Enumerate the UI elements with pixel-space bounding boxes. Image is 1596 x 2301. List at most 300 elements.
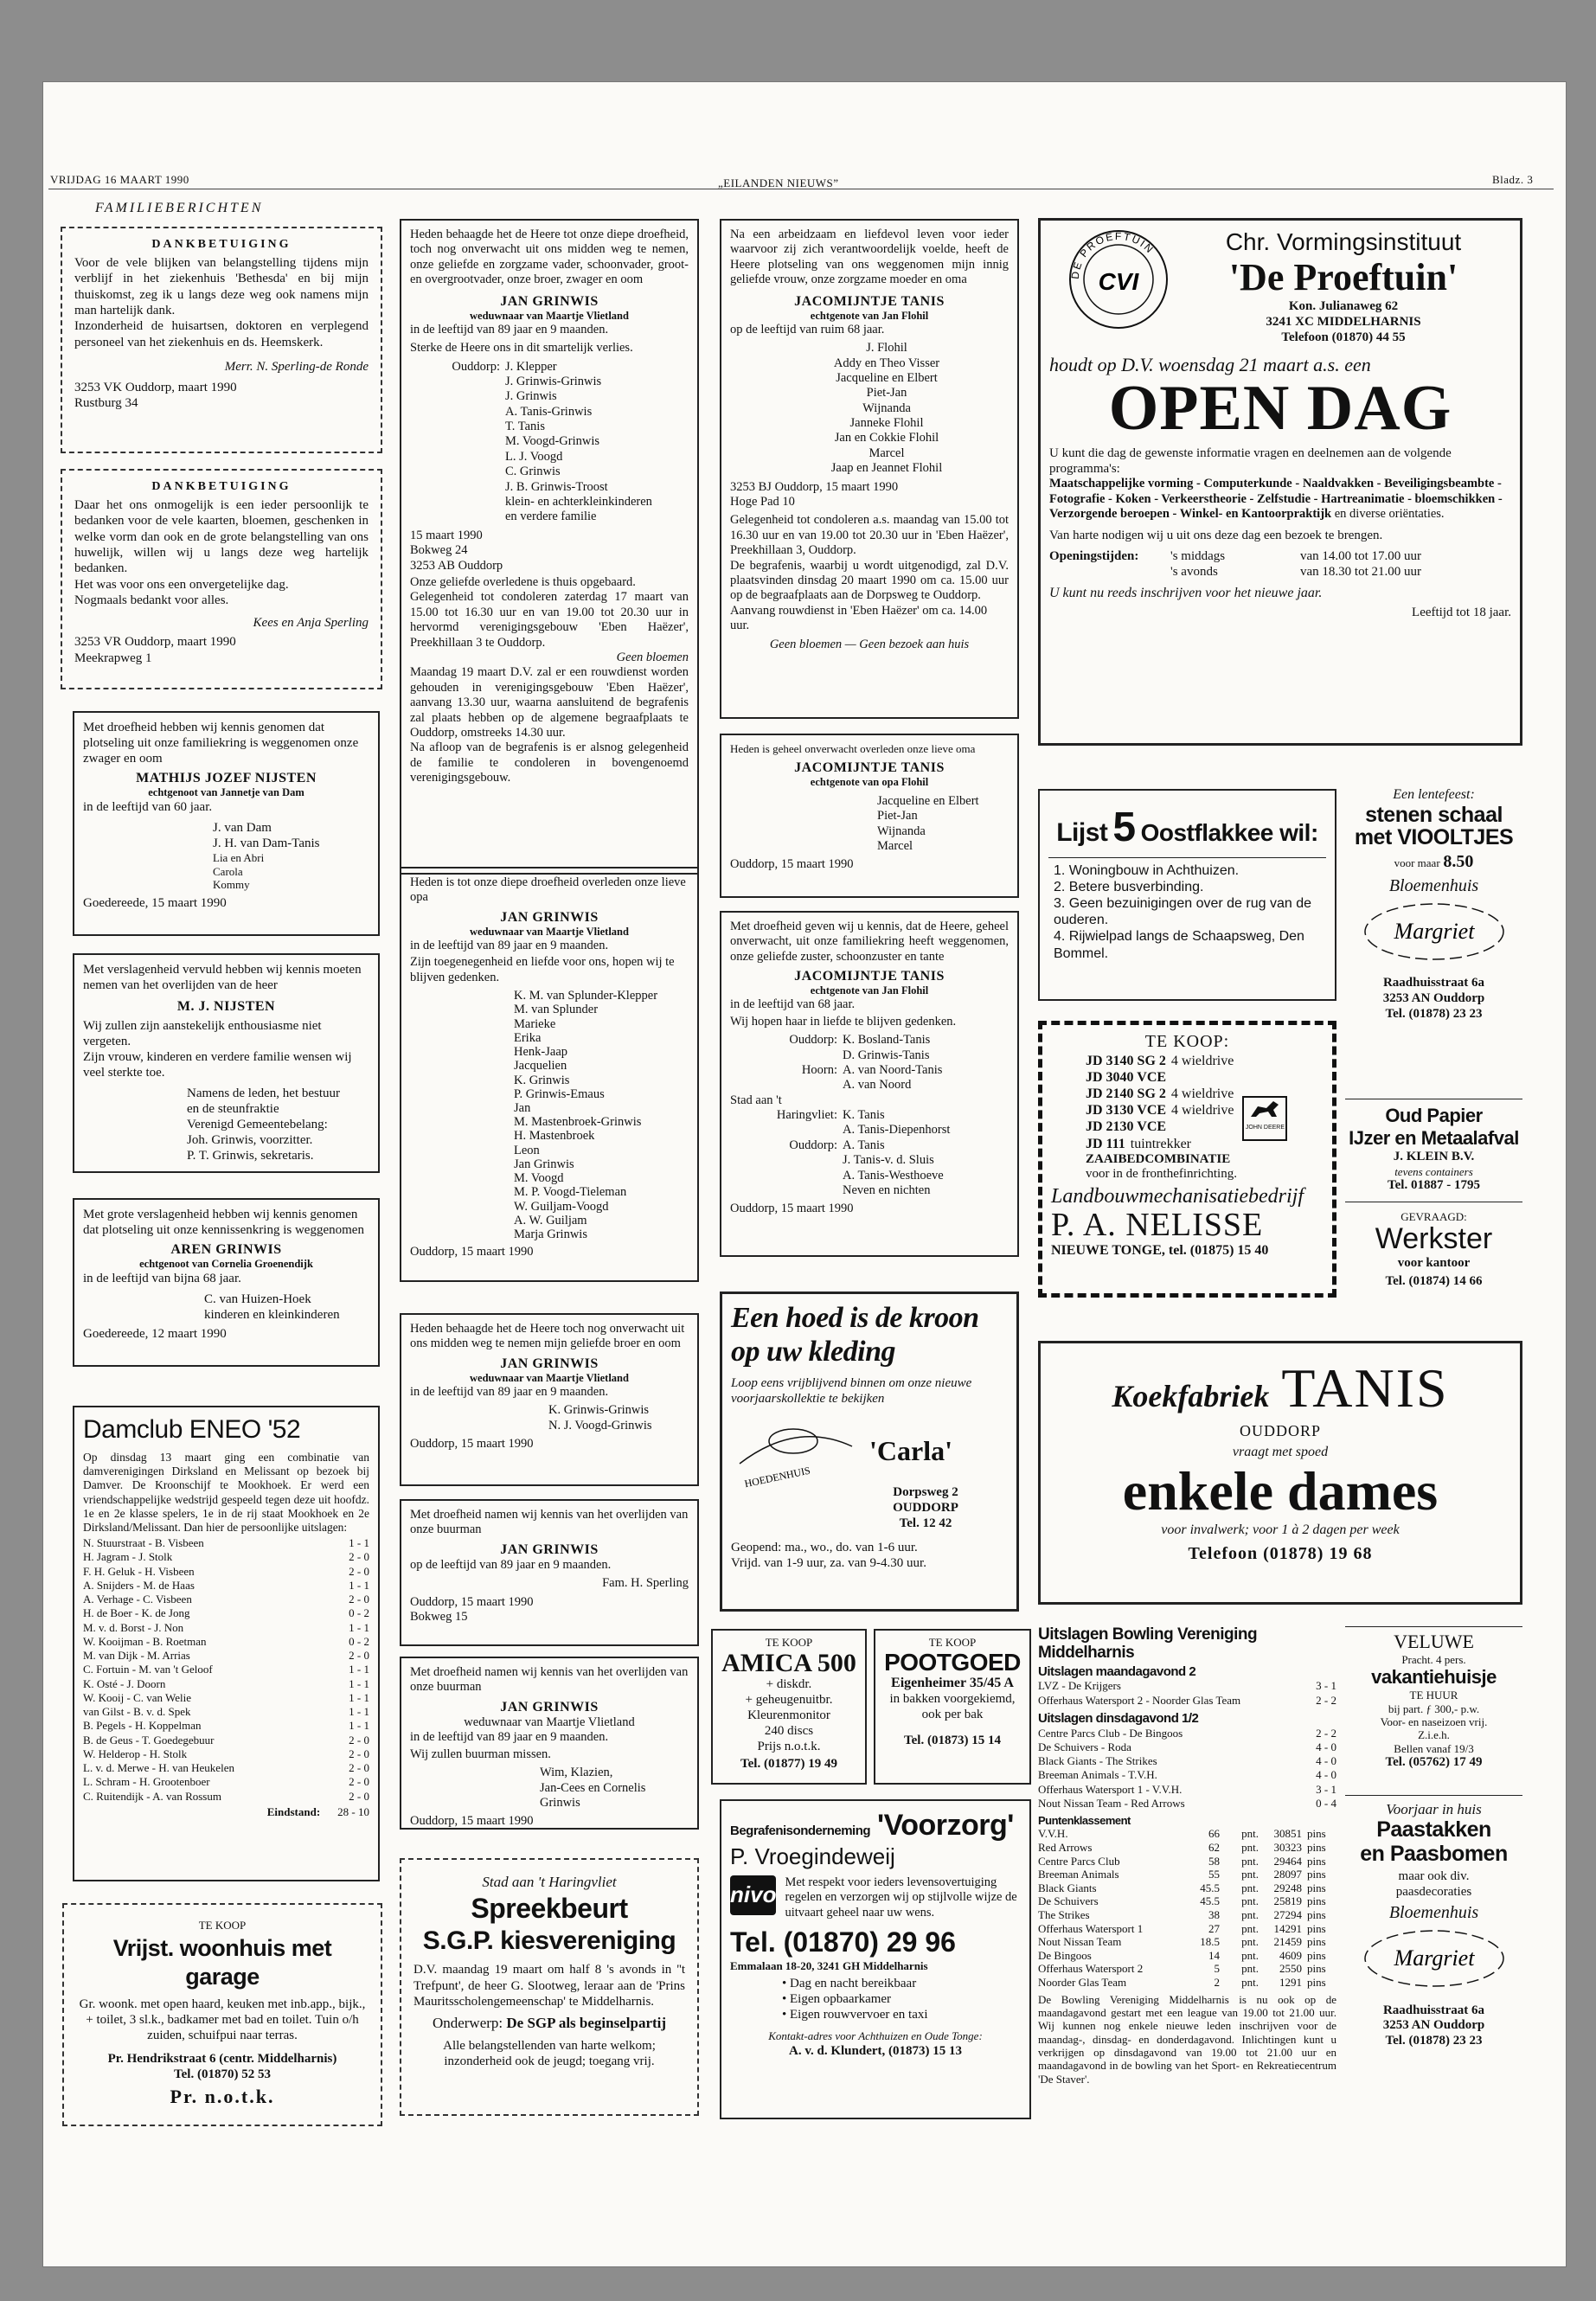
obit-intro: Met droefheid geven wij u kennis, dat de Heere, geheel onverwacht, uit onze familiekring heeft weggenomen, onze geliefde zuster, schoonzuster en tante xyxy=(730,920,1009,964)
tractor-row xyxy=(1086,1136,1234,1152)
match-score: 1 - 1 xyxy=(349,1578,369,1592)
obituary-jan-grinwis-4 xyxy=(400,1499,699,1646)
shop-phone: Tel. (01878) 23 23 xyxy=(1385,2034,1483,2048)
ad-title: vakantiehuisje xyxy=(1371,1666,1497,1689)
family-name: Jacquelien xyxy=(514,1059,567,1074)
match-players: H. de Boer - K. de Jong xyxy=(83,1606,190,1620)
ad-title: stenen schaal xyxy=(1365,802,1503,827)
shop-address: 3253 AN Ouddorp xyxy=(1382,990,1485,1005)
ad-title: 'Voorzorg' xyxy=(877,1809,1014,1842)
match-teams: Offerhaus Watersport 1 - V.V.H. xyxy=(1038,1782,1183,1796)
amica-for-sale-ad xyxy=(711,1629,867,1785)
shop-name: Bloemenhuis xyxy=(1388,1903,1479,1923)
result-row xyxy=(83,1734,369,1747)
team-name: Noorder Glas Team xyxy=(1038,1976,1127,1990)
shop-address: Dorpsweg 2 xyxy=(893,1485,958,1500)
ad-address: Emmalaan 18-20, 3241 GH Middelharnis xyxy=(730,1958,928,1972)
topic: De SGP als beginselpartij xyxy=(506,2015,667,2032)
notice-signature: Kees en Anja Sperling xyxy=(253,616,369,631)
standings-row xyxy=(1038,1962,1336,1976)
family-name: C. Grinwis xyxy=(505,465,561,479)
bowling-results xyxy=(1038,1626,1336,2132)
company-name: P. Vroegindeweij xyxy=(730,1843,895,1869)
hat-shop-ad xyxy=(720,1292,1019,1612)
match-players: F. H. Geluk - H. Visbeen xyxy=(83,1564,195,1578)
ad-line: voor in de fronthefinrichting. xyxy=(1086,1167,1237,1182)
team-pins: 29464 xyxy=(1273,1854,1302,1868)
family-name: J. Flohil xyxy=(866,341,907,356)
standings-row xyxy=(1038,1949,1336,1963)
company-name: J. KLEIN B.V. xyxy=(1393,1149,1475,1163)
org-address: 3241 XC MIDDELHARNIS xyxy=(1266,314,1421,329)
org-title: 'De Proeftuin' xyxy=(1228,255,1458,298)
result-row xyxy=(83,1747,369,1761)
program-list-end: en diverse oriëntaties. xyxy=(1334,507,1445,522)
tractor-model: JD 2130 VCE xyxy=(1086,1119,1167,1135)
tractor-model: JD 3040 VCE xyxy=(1086,1069,1167,1085)
bullet-item: • Eigen opbaarkamer xyxy=(782,1992,892,2007)
program-list: Maatschappelijke vorming - Computerkunde - Naaldvakken - Beveiligingsbeambte - Fotografie - Koken - Verkeerstheorie - Zelfstudie - Hartreanimatie - bloemschikken - Verzorgende beroepen - Winkel- en Kantoorpraktijk xyxy=(1049,477,1503,522)
tractor-model: JD 3130 VCE xyxy=(1086,1103,1167,1118)
obit-signature: Fam. H. Sperling xyxy=(602,1576,689,1591)
obit-text: Zijn toegenegenheid en liefde voor ons, hopen wij te blijven gedenken. xyxy=(410,955,675,984)
match-score: 2 - 0 xyxy=(349,1593,369,1606)
tractor-row xyxy=(1086,1118,1234,1135)
place-label xyxy=(730,1153,843,1168)
thanks-notice-2 xyxy=(61,469,382,689)
obit-age: op de leeftijd van 89 jaar en 9 maanden. xyxy=(410,1557,612,1572)
team-name: Black Giants xyxy=(1038,1881,1097,1894)
points-unit: pnt. xyxy=(1241,1841,1259,1855)
family-table xyxy=(730,1033,1009,1093)
ad-label: TE KOOP xyxy=(928,1636,977,1649)
team-points: 2 xyxy=(1214,1976,1220,1990)
team-points: 18.5 xyxy=(1200,1935,1220,1949)
pins-unit: pins xyxy=(1307,1868,1326,1881)
pins-unit: pins xyxy=(1307,1935,1326,1949)
obit-text: Na afloop van de begrafenis is er alsnog gelegenheid de familie te condoleren in bovengenoemd verenigingsgebouw. xyxy=(410,740,689,785)
obit-intro: Heden behaagde het de Heere tot onze diepe droefheid, toch nog onverwacht uit ons midden weg te nemen, onze geliefde en zorgzame vader, schoonvader, groot- en overgrootvader, onze broer, zwager en oom xyxy=(410,228,689,287)
obit-age: in de leeftijd van bijna 68 jaar. xyxy=(83,1272,241,1286)
family-row xyxy=(730,1048,1009,1063)
notice-body: Nogmaals bedankt voor alles. xyxy=(74,593,229,607)
obit-address: 3253 AB Ouddorp xyxy=(410,558,503,573)
match-players: N. Stuurstraat - B. Visbeen xyxy=(83,1536,204,1550)
funeral-service-ad xyxy=(720,1799,1031,2119)
tractor-row xyxy=(1086,1086,1234,1102)
obit-age: in de leeftijd van 89 jaar en 9 maanden. xyxy=(410,938,609,952)
obit-name: MATHIJS JOZEF NIJSTEN xyxy=(136,771,317,785)
ad-line: TE HUUR xyxy=(1409,1689,1458,1702)
team-pins: 28097 xyxy=(1273,1868,1302,1881)
family-name: Jacqueline en Elbert xyxy=(836,370,938,385)
family-row xyxy=(730,1153,1009,1168)
obit-place: Ouddorp, 15 maart 1990 xyxy=(730,1202,854,1216)
match-score: 1 - 1 xyxy=(349,1676,369,1690)
result-row xyxy=(83,1550,369,1564)
match-players: L. v. d. Merwe - H. van Heukelen xyxy=(83,1761,234,1775)
topic-label: Onderwerp: xyxy=(432,2015,503,2032)
violets-ad xyxy=(1345,787,1522,1086)
results-list xyxy=(1038,1679,1336,1708)
match-score: 1 - 1 xyxy=(349,1705,369,1719)
family-name: Lia en Abri xyxy=(213,851,265,865)
family-name: Piet-Jan xyxy=(877,809,918,824)
family-name: Wijnanda xyxy=(877,824,926,838)
standings-row xyxy=(1038,1881,1336,1895)
family-name: A. van Noord-Tanis xyxy=(843,1062,943,1077)
obit-name: JAN GRINWIS xyxy=(500,1699,599,1715)
match-players: W. Kooijman - B. Roetman xyxy=(83,1634,207,1648)
place-label xyxy=(730,1123,843,1138)
shop-name: 'Carla' xyxy=(869,1434,952,1466)
family-name: Jan-Cees en Cornelis Grinwis xyxy=(540,1780,646,1810)
ad-line: maar ook div. xyxy=(1398,1869,1470,1884)
match-score: 1 - 1 xyxy=(349,1719,369,1733)
match-score: 2 - 0 xyxy=(349,1747,369,1760)
match-teams: Offerhaus Watersport 2 - Noorder Glas Team xyxy=(1038,1693,1241,1707)
tanis-bakery-ad xyxy=(1038,1341,1522,1605)
obituary-jan-grinwis-2 xyxy=(400,867,699,1282)
result-row xyxy=(83,1579,369,1593)
ad-phone: Tel. (01870) 29 96 xyxy=(730,1926,956,1958)
family-row xyxy=(730,1033,1009,1048)
family-name: Marja Grinwis xyxy=(514,1227,587,1242)
cleaner-wanted-ad xyxy=(1345,1207,1522,1306)
tractor-row xyxy=(1086,1102,1234,1118)
obit-flowers: Geen bloemen xyxy=(616,650,689,664)
ad-line: Bellen vanaf 19/3 xyxy=(1394,1741,1474,1755)
family-table xyxy=(730,1108,1009,1198)
family-name: Janneke Flohil xyxy=(849,416,924,431)
family-row xyxy=(730,1138,1009,1153)
obit-intro: Heden behaagde het de Heere toch nog onverwacht uit ons midden weg te nemen mijn geliefde broer en oom xyxy=(410,1322,685,1351)
obit-flowers: Geen bloemen — Geen bezoek aan huis xyxy=(769,637,970,651)
result-row xyxy=(83,1649,369,1663)
ad-address: Pr. Hendrikstraat 6 (centr. Middelharnis) xyxy=(107,2051,337,2066)
match-players: C. Ruitendijk - A. van Rossum xyxy=(83,1789,221,1803)
tractor-row xyxy=(1086,1053,1234,1069)
match-score: 1 - 1 xyxy=(349,1536,369,1550)
signature-line: P. T. Grinwis, sekretaris. xyxy=(187,1149,314,1163)
header-date: VRIJDAG 16 MAART 1990 xyxy=(50,173,189,186)
hours-time: van 18.30 tot 21.00 uur xyxy=(1300,564,1421,579)
ad-phone: Telefoon (01878) 19 68 xyxy=(1188,1544,1373,1564)
match-teams: Breeman Animals - T.V.H. xyxy=(1038,1768,1157,1782)
family-name: J. Grinwis-Grinwis xyxy=(505,374,602,388)
wishes-list xyxy=(1048,862,1326,962)
ad-title: Oud Papier xyxy=(1385,1105,1483,1126)
ad-label: GEVRAAGD: xyxy=(1401,1210,1467,1223)
points-unit: pnt. xyxy=(1241,1935,1259,1949)
nivo-logo-icon: nivo xyxy=(730,1875,776,1915)
notice-address: Meekrapweg 1 xyxy=(74,651,152,665)
result-row xyxy=(83,1677,369,1691)
team-name: De Bingoos xyxy=(1038,1948,1092,1962)
obit-text: De begrafenis, waarbij u wordt uitgenodigd, zal D.V. plaatsvinden dinsdag 20 maart 1990 om ca. 15.00 uur op de begraafplaats aan de Dorpsweg te Ouddorp. xyxy=(730,558,1009,603)
standings-title: Puntenklassement xyxy=(1038,1814,1131,1828)
ad-title: AMICA 500 xyxy=(721,1648,856,1677)
family-name: A. Tanis-Westhoeve xyxy=(843,1168,944,1183)
article-body: De Bowling Vereniging Middelharnis is nu ook op de maandagavond gestart met een league van 19.00 tot 21.00 uur. Wij kunnen nog enkele nieuwe leden inschrijven voor de maandag-, dinsdag- en donderdagavond. Inlichtingen kunt u verkrijgen op dinsdagavond van 19.00 tot 21.00 uur en maandagavond in de bowling van het Sport- en Rekreatiecentrum 'De Staver'. xyxy=(1038,1992,1336,2086)
logo-text: Margriet xyxy=(1394,1945,1474,1971)
article-subtitle: Uitslagen dinsdagavond 1/2 xyxy=(1038,1710,1199,1726)
place-label xyxy=(730,1078,843,1093)
notice-body: Voor de vele blijken van belangstelling tijdens mijn verblijf in het ziekenhuis 'Bethesda' en bij mijn thuiskomst, zeg ik u langs deze weg ook namens mijn man hartelijk dank. xyxy=(74,256,369,317)
match-score: 2 - 0 xyxy=(349,1733,369,1747)
obit-place: Ouddorp, 15 maart 1990 xyxy=(730,857,854,872)
notice-address: 3253 VK Ouddorp, maart 1990 xyxy=(74,381,237,395)
shop-phone: Tel. (01878) 23 23 xyxy=(1385,1006,1483,1021)
ad-phone: Tel. 01887 - 1795 xyxy=(1388,1177,1480,1192)
notice-title: DANKBETUIGING xyxy=(151,480,292,493)
family-name: W. Guiljam-Voogd xyxy=(514,1199,609,1214)
obit-text: Wij zullen buurman missen. xyxy=(410,1747,551,1761)
family-name: Kommy xyxy=(213,878,250,892)
result-row xyxy=(83,1691,369,1705)
result-row xyxy=(83,1606,369,1620)
family-name: Wijnanda xyxy=(862,401,911,415)
family-name: N. J. Voogd-Grinwis xyxy=(548,1418,652,1433)
ad-line: voor invalwerk; voor 1 à 2 dagen per week xyxy=(1161,1522,1400,1537)
firm-type: Landbouwmechanisatiebedrijf xyxy=(1051,1185,1304,1208)
family-list xyxy=(730,794,1009,855)
match-score: 2 - 2 xyxy=(1316,1693,1336,1707)
easter-decoration-ad xyxy=(1345,1795,1522,2132)
obit-address: Bokweg 24 xyxy=(410,543,468,558)
shop-address: OUDDORP xyxy=(893,1501,958,1516)
notice-body: Het was voor ons een onvergetelijke dag. xyxy=(74,577,289,592)
wish-item: 3. Geen bezuinigingen over de rug van de ouderen. xyxy=(1054,895,1311,928)
family-name: Wim, Klazien, xyxy=(540,1766,613,1780)
family-list xyxy=(730,341,1009,477)
team-points: 27 xyxy=(1208,1921,1220,1935)
ad-title: Paastakken xyxy=(1376,1817,1491,1843)
notice-address: 3253 VR Ouddorp, maart 1990 xyxy=(74,635,236,650)
family-row xyxy=(730,1063,1009,1078)
standings-row xyxy=(1038,1908,1336,1922)
ad-label: TE KOOP xyxy=(198,1919,247,1932)
hours-time: van 14.00 tot 17.00 uur xyxy=(1300,548,1421,563)
ad-line: ZAAIBEDCOMBINATIE xyxy=(1086,1151,1231,1166)
price-label: voor maar xyxy=(1394,856,1440,870)
standings-row xyxy=(1038,1922,1336,1936)
team-points: 45.5 xyxy=(1200,1881,1220,1894)
family-name: K. Bosland-Tanis xyxy=(843,1033,931,1048)
place-label xyxy=(730,1183,843,1198)
result-row xyxy=(1038,1679,1336,1693)
family-list xyxy=(505,360,652,525)
team-points: 58 xyxy=(1208,1854,1220,1868)
firm-name: P. A. NELISSE xyxy=(1051,1207,1264,1244)
bullet-item: • Dag en nacht bereikbaar xyxy=(782,1977,917,1991)
tractor-model: JD 2140 SG 2 xyxy=(1086,1086,1166,1101)
family-name: C. van Huizen-Hoek xyxy=(204,1292,311,1307)
family-name: K. Grinwis-Grinwis xyxy=(548,1403,649,1418)
obit-name: JAN GRINWIS xyxy=(500,1356,599,1371)
event-text: U kunt die dag de gewenste informatie vragen en deelnemen aan de volgende programma's: xyxy=(1049,446,1452,477)
family-name: Marieke xyxy=(514,1016,556,1031)
signature-line: Namens de leden, het bestuur xyxy=(187,1086,341,1101)
ad-title: met VIOOLTJES xyxy=(1354,825,1514,850)
result-row xyxy=(83,1761,369,1775)
family-name: Erika xyxy=(514,1030,542,1045)
margriet-flower-logo-icon xyxy=(1356,897,1512,966)
ad-line: ook per bak xyxy=(921,1708,984,1722)
margriet-flower-logo-icon xyxy=(1356,1924,1512,1993)
proeftuin-seal-icon xyxy=(1067,228,1170,331)
firm-address: NIEUWE TONGE, tel. (01875) 15 40 xyxy=(1051,1243,1269,1259)
ad-top: Voorjaar in huis xyxy=(1386,1801,1482,1817)
pins-unit: pins xyxy=(1307,1881,1326,1894)
obit-text: Wij zullen zijn aanstekelijk enthousiasme niet vergeten. xyxy=(83,1019,322,1049)
obit-place: Goedereede, 15 maart 1990 xyxy=(83,895,227,910)
ad-title: Een hoed is de kroon op uw kleding xyxy=(731,1302,979,1368)
ad-body: Met respekt voor ieders levensovertuiging regelen en verzorgen wij op stijlvolle wijze de uitvaart geheel naar uw wens. xyxy=(785,1875,1017,1920)
match-score: 3 - 1 xyxy=(1316,1782,1336,1796)
match-score: 2 - 0 xyxy=(349,1564,369,1578)
ad-line: 240 discs xyxy=(764,1724,814,1739)
place-label: Stad aan 't xyxy=(730,1093,782,1107)
place-label: Ouddorp: xyxy=(789,1138,837,1152)
ad-line: Eigenheimer 35/45 A xyxy=(891,1675,1014,1690)
obituary-jan-grinwis-1 xyxy=(400,219,699,875)
family-name: K. Tanis xyxy=(843,1108,885,1123)
place-label: Hoorn: xyxy=(801,1062,837,1077)
event-intro: houdt op D.V. woensdag 21 maart a.s. een xyxy=(1049,353,1371,375)
family-name: M. van Splunder xyxy=(514,1003,599,1017)
match-teams: Nout Nissan Team - Red Arrows xyxy=(1038,1796,1185,1810)
ad-body: Gr. woonk. met open haard, keuken met inb.app., bijk., + toilet, 3 sl.k., badkamer met bad en toilet. Tuin o/h zuiden, schuifpui naar terras. xyxy=(79,1997,366,2043)
shop-address: Raadhuisstraat 6a xyxy=(1382,2003,1485,2017)
points-unit: pnt. xyxy=(1241,1976,1259,1990)
team-points: 45.5 xyxy=(1200,1894,1220,1908)
obit-text: Gelegenheid tot condoleren zaterdag 17 maart van 15.00 tot 16.30 uur en van 19.00 tot 20.30 uur in hervormd verenigingsgebouw 'Eben Haëzer', Preekhillaan 3 te Ouddorp. xyxy=(410,590,689,650)
family-list xyxy=(410,989,689,1241)
match-score: 0 - 2 xyxy=(349,1606,369,1620)
team-points: 55 xyxy=(1208,1868,1220,1881)
obit-spouse: echtgenote van opa Flohil xyxy=(810,775,929,788)
ad-title: IJzer en Metaalafval xyxy=(1349,1126,1519,1149)
points-unit: pnt. xyxy=(1241,1948,1259,1962)
result-row xyxy=(83,1775,369,1789)
article-title: Damclub ENEO '52 xyxy=(83,1415,301,1444)
team-points: 62 xyxy=(1208,1841,1220,1855)
family-name: J. Klepper xyxy=(505,359,557,374)
company-place: OUDDORP xyxy=(1239,1421,1321,1439)
ad-label: Begrafenisonderneming xyxy=(730,1823,871,1838)
team-name: Nout Nissan Team xyxy=(1038,1935,1122,1949)
ad-line: Prijs n.o.t.k. xyxy=(757,1740,821,1754)
ad-title: VELUWE xyxy=(1394,1631,1474,1652)
obit-place: Ouddorp, 15 maart 1990 xyxy=(410,1437,534,1452)
obit-verse: Sterke de Heere ons in dit smartelijk verlies. xyxy=(410,341,633,356)
match-score: 3 - 1 xyxy=(1316,1679,1336,1693)
obituary-jacomijntje-tanis-2 xyxy=(720,734,1019,898)
place-label: Ouddorp: xyxy=(789,1033,837,1048)
signature-line: Verenigd Gemeentebelang: xyxy=(187,1118,328,1132)
ad-subtitle: S.G.P. kiesvereniging xyxy=(422,1926,676,1955)
family-name: A. Tanis-Grinwis xyxy=(505,404,593,419)
family-name: J. B. Grinwis-Troost xyxy=(505,479,608,494)
match-players: M. van Dijk - M. Arrias xyxy=(83,1649,190,1663)
opening-hours: Vrijd. van 1-9 uur, za. van 9-4.30 uur. xyxy=(731,1556,926,1571)
points-unit: pnt. xyxy=(1241,1921,1259,1935)
tractor-type: tuintrekker xyxy=(1130,1136,1191,1151)
header-paper: „EILANDEN NIEUWS” xyxy=(718,176,839,189)
scrap-paper-ad xyxy=(1345,1099,1522,1202)
place-label xyxy=(730,1169,843,1183)
family-name: Neven en nichten xyxy=(843,1183,931,1198)
final-score: 28 - 10 xyxy=(337,1804,369,1818)
obit-address: 3253 BJ Ouddorp, 15 maart 1990 xyxy=(730,479,899,494)
family-name: M. P. Voogd-Tieleman xyxy=(514,1185,627,1200)
result-row xyxy=(83,1790,369,1804)
ad-line: voor kantoor xyxy=(1397,1255,1471,1270)
hours-period: 's avonds xyxy=(1170,564,1218,579)
hours-period: 's middags xyxy=(1170,548,1226,563)
match-players: L. Schram - H. Grootenboer xyxy=(83,1775,210,1789)
event-text: Van harte nodigen wij u uit ons deze dag een bezoek te brengen. xyxy=(1049,528,1383,542)
tractor-list xyxy=(1051,1053,1234,1152)
event-title: OPEN DAG xyxy=(1108,373,1452,445)
ad-body: Loop eens vrijblijvend binnen om onze nieuwe voorjaarskollektie te bekijken xyxy=(731,1376,972,1407)
match-teams: De Schuivers - Roda xyxy=(1038,1740,1131,1753)
place-label: Ouddorp: xyxy=(452,359,500,374)
obit-intro: Na een arbeidzaam en liefdevol leven voor ieder waarvoor zij zich verantwoordelijk voelde, heeft de Heere plotseling van ons weggenomen mijn innig geliefde vrouw, onze zorgzame moeder en oma xyxy=(730,228,1009,287)
obit-text: Aanvang rouwdienst in 'Eben Haëzer' om ca. 14.00 uur. xyxy=(730,603,988,633)
wish-item: 4. Rijwielpad langs de Schaapsweg, Den Bommel. xyxy=(1054,929,1304,961)
match-score: 2 - 0 xyxy=(349,1761,369,1775)
family-name: D. Grinwis-Tanis xyxy=(843,1048,930,1062)
match-score: 2 - 0 xyxy=(349,1649,369,1663)
match-players: H. Jagram - J. Stolk xyxy=(83,1550,173,1564)
opening-hours: Geopend: ma., wo., do. van 1-6 uur. xyxy=(731,1541,918,1555)
ad-location: Stad aan 't Haringvliet xyxy=(482,1874,617,1890)
shop-name: Bloemenhuis xyxy=(1388,875,1479,895)
family-row xyxy=(730,1078,1009,1093)
obit-spouse: echtgenoot van Cornelia Groenendijk xyxy=(139,1258,313,1271)
obit-intro: Heden is tot onze diepe droefheid overleden onze lieve opa xyxy=(410,875,686,905)
family-name: Jan en Cokkie Flohil xyxy=(834,431,939,445)
tractor-model: JD 3140 SG 2 xyxy=(1086,1053,1166,1068)
obituary-nijsten-2 xyxy=(73,953,380,1173)
match-players: M. v. d. Borst - J. Non xyxy=(83,1620,184,1634)
family-name: klein- en achterkleinkinderen xyxy=(505,495,652,510)
team-name: Breeman Animals xyxy=(1038,1868,1119,1881)
ad-body: D.V. maandag 19 maart om half 8 's avonds in ''t Trefpunt', de heer G. Slootweg, leraar aan de 'Prins Mauritsscholengemeenschap' te Middelharnis. xyxy=(413,1963,685,2009)
logo-text: JOHN DEERE xyxy=(1245,1124,1285,1131)
team-points: 5 xyxy=(1214,1962,1220,1976)
family-name: Carola xyxy=(213,864,243,878)
family-name: K. M. van Splunder-Klepper xyxy=(514,989,658,1003)
pins-unit: pins xyxy=(1307,1948,1326,1962)
standings-row xyxy=(1038,1894,1336,1908)
match-players: van Gilst - B. v. d. Spek xyxy=(83,1705,191,1719)
obit-name: AREN GRINWIS xyxy=(170,1242,282,1257)
obit-name: JACOMIJNTJE TANIS xyxy=(794,969,945,984)
team-pins: 29248 xyxy=(1273,1881,1302,1894)
pins-unit: pins xyxy=(1307,1921,1326,1935)
team-name: V.V.H. xyxy=(1038,1827,1068,1841)
match-players: K. Osté - J. Doorn xyxy=(83,1676,166,1690)
bullet-text: Dag en nacht bereikbaar xyxy=(790,1977,917,1991)
team-points: 66 xyxy=(1208,1827,1220,1841)
obit-spouse: weduwnaar van Maartje Vlietland xyxy=(470,309,629,322)
team-name: Offerhaus Watersport 2 xyxy=(1038,1962,1144,1976)
john-deere-for-sale-ad xyxy=(1038,1021,1336,1298)
obit-spouse: weduwnaar van Maartje Vlietland xyxy=(470,925,629,938)
